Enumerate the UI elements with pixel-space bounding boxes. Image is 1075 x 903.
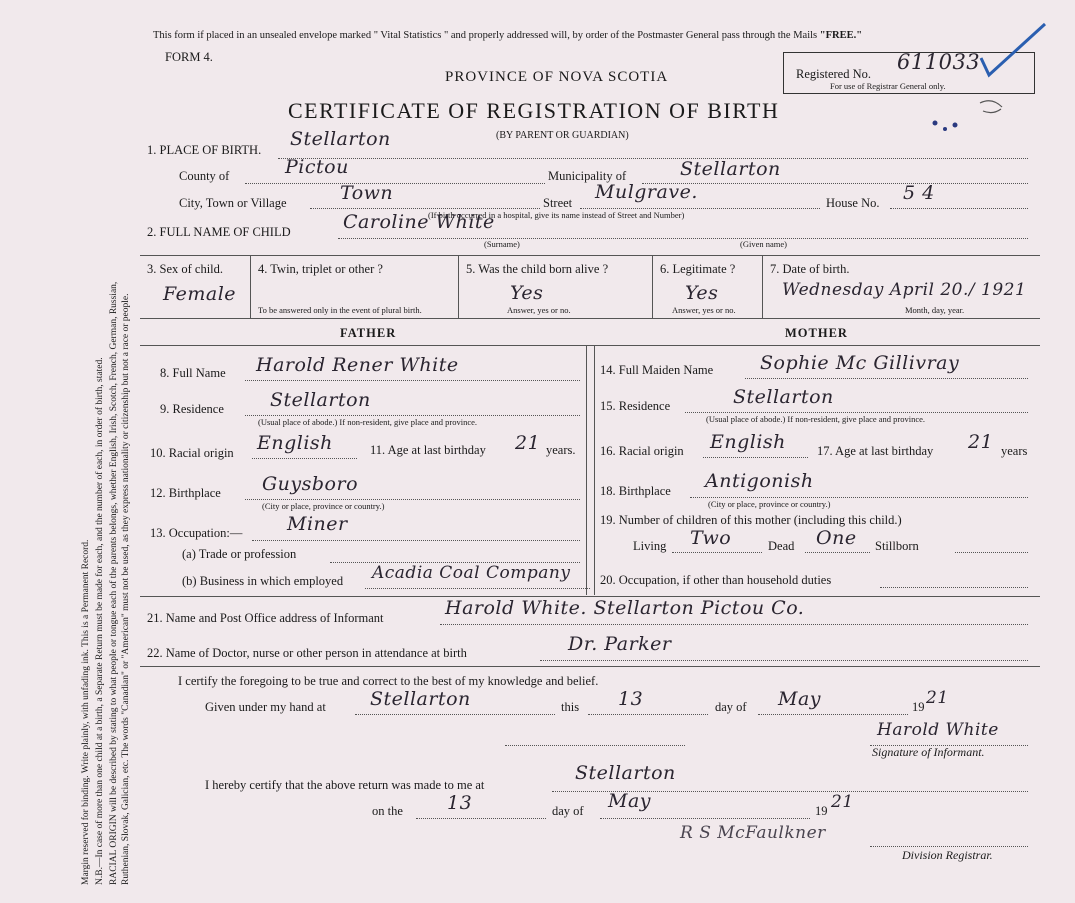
father-birthplace-value: Guysboro bbox=[262, 473, 359, 495]
children-count-label: 19. Number of children of this mother (including this child.) bbox=[600, 513, 902, 527]
father-birthplace-label: 12. Birthplace bbox=[150, 486, 221, 500]
signature-of-informant-label: Signature of Informant. bbox=[872, 745, 985, 759]
father-name-value: Harold Rener White bbox=[256, 354, 459, 376]
free-notice-text: This form if placed in an unsealed envelope marked " Vital Statistics " and properly addressed will, by order of the Postmaster General pass through the Mails bbox=[153, 30, 818, 41]
mother-race-value: English bbox=[710, 431, 786, 453]
city-label: City, Town or Village bbox=[179, 196, 287, 210]
father-residence-label: 9. Residence bbox=[160, 402, 224, 416]
mother-heading: MOTHER bbox=[785, 326, 848, 340]
living-value: Two bbox=[690, 527, 732, 549]
county-label: County of bbox=[179, 169, 230, 183]
side-note-3: RACIAL ORIGIN will be described by stating to what people or tongue each of the parents belongs, whether English, Irish, Scotch, French, German, Russian, bbox=[109, 281, 119, 885]
father-age-label: 11. Age at last birthday bbox=[370, 443, 486, 457]
sex-label: 3. Sex of child. bbox=[147, 262, 224, 276]
informant-label: 21. Name and Post Office address of Informant bbox=[147, 611, 384, 625]
given-day-value: 13 bbox=[618, 688, 644, 710]
father-heading: FATHER bbox=[340, 326, 397, 340]
registrar-statement: I hereby certify that the above return was made to me at bbox=[205, 778, 485, 792]
legitimate-value: Yes bbox=[685, 282, 719, 304]
alive-value: Yes bbox=[510, 282, 544, 304]
mother-name-label: 14. Full Maiden Name bbox=[600, 363, 714, 377]
free-mail-notice bbox=[153, 30, 862, 41]
street-value: Mulgrave. bbox=[595, 181, 698, 203]
mother-birthplace-label: 18. Birthplace bbox=[600, 484, 671, 498]
business-label: (b) Business in which employed bbox=[182, 574, 344, 588]
side-note-2: N.B.—In case of more than one child at a birth, a Separate Return must be made for each, and the number of each, in order of birth, stated. bbox=[95, 357, 105, 885]
page-subtitle: (BY PARENT OR GUARDIAN) bbox=[496, 130, 629, 141]
house-value: 5 4 bbox=[903, 182, 935, 204]
certify-statement: I certify the foregoing to be true and correct to the best of my knowledge and belief. bbox=[178, 674, 599, 688]
mother-residence-label: 15. Residence bbox=[600, 399, 671, 413]
mother-residence-value: Stellarton bbox=[733, 386, 834, 408]
surname-note: (Surname) bbox=[484, 239, 520, 249]
trade-label: (a) Trade or profession bbox=[182, 547, 297, 561]
doctor-label: 22. Name of Doctor, nurse or other person in attendance at birth bbox=[147, 646, 467, 660]
registrar-month-value: May bbox=[608, 790, 652, 812]
mother-age-value: 21 bbox=[968, 431, 994, 453]
place-of-birth-label: 1. PLACE OF BIRTH. bbox=[147, 143, 262, 157]
stamp-marks-icon bbox=[925, 95, 1010, 140]
check-mark-icon bbox=[975, 20, 1050, 80]
father-years-label: years. bbox=[546, 443, 576, 457]
mother-residence-note: (Usual place of abode.) If non-resident, give place and province. bbox=[706, 414, 926, 424]
registrar-day-of-label: day of bbox=[552, 804, 584, 818]
informant-value: Harold White. Stellarton Pictou Co. bbox=[445, 597, 805, 619]
sex-value: Female bbox=[163, 283, 237, 305]
given-under-label: Given under my hand at bbox=[205, 700, 326, 714]
informant-signature: Harold White bbox=[877, 720, 999, 740]
dead-label: Dead bbox=[768, 539, 795, 553]
given-month-value: May bbox=[778, 688, 822, 710]
registered-label: Registered No. bbox=[796, 67, 871, 81]
father-race-label: 10. Racial origin bbox=[150, 446, 234, 460]
father-name-label: 8. Full Name bbox=[160, 366, 226, 380]
mother-occupation-label: 20. Occupation, if other than household duties bbox=[600, 573, 832, 587]
alive-label: 5. Was the child born alive ? bbox=[466, 262, 609, 276]
side-note-4: Ruthenian, Slovak, Galician, etc. The words "Canadian" or "American" must not be used, as they express nationality or citizenship but not a race or people. bbox=[121, 293, 131, 885]
province-heading: PROVINCE OF NOVA SCOTIA bbox=[445, 69, 669, 85]
mother-birthplace-value: Antigonish bbox=[705, 470, 814, 492]
registered-number: 611033 bbox=[897, 50, 981, 74]
date-note: Month, day, year. bbox=[905, 305, 965, 315]
given-year-prefix: 19 bbox=[912, 700, 925, 714]
dead-value: One bbox=[816, 527, 857, 549]
day-of-label: day of bbox=[715, 700, 747, 714]
mother-years-label: years bbox=[1001, 444, 1028, 458]
this-label: this bbox=[561, 700, 580, 714]
living-label: Living bbox=[633, 539, 667, 553]
registrar-year-prefix: 19 bbox=[815, 804, 828, 818]
father-occupation-value: Miner bbox=[287, 513, 348, 535]
twin-label: 4. Twin, triplet or other ? bbox=[258, 262, 383, 276]
registered-note: For use of Registrar General only. bbox=[830, 81, 946, 91]
business-value: Acadia Coal Company bbox=[372, 563, 571, 583]
twin-note: To be answered only in the event of plural birth. bbox=[258, 305, 422, 315]
father-residence-note: (Usual place of abode.) If non-resident, give place and province. bbox=[258, 417, 478, 427]
city-value: Town bbox=[340, 182, 394, 204]
father-occupation-label: 13. Occupation:— bbox=[150, 526, 243, 540]
legitimate-note: Answer, yes or no. bbox=[672, 305, 736, 315]
house-label: House No. bbox=[826, 196, 880, 210]
stillborn-label: Stillborn bbox=[875, 539, 919, 553]
date-label: 7. Date of birth. bbox=[770, 262, 850, 276]
street-label: Street bbox=[543, 196, 573, 210]
free-word: "FREE." bbox=[819, 30, 863, 41]
county-value: Pictou bbox=[285, 156, 349, 178]
father-age-value: 21 bbox=[515, 432, 541, 454]
form-number: FORM 4. bbox=[165, 50, 213, 64]
alive-note: Answer, yes or no. bbox=[507, 305, 571, 315]
side-note-1: Margin reserved for binding. Write plainly, with unfading ink. This is a Permanent Record. bbox=[81, 539, 91, 885]
legitimate-label: 6. Legitimate ? bbox=[660, 262, 736, 276]
given-name-note: (Given name) bbox=[740, 239, 787, 249]
mother-age-label: 17. Age at last birthday bbox=[817, 444, 934, 458]
child-name-label: 2. FULL NAME OF CHILD bbox=[147, 225, 291, 239]
place-of-birth-value: Stellarton bbox=[290, 128, 391, 150]
father-race-value: English bbox=[257, 432, 333, 454]
registrar-year-suffix: 21 bbox=[831, 792, 854, 812]
date-value: Wednesday April 20./ 1921 bbox=[782, 280, 1027, 300]
registrar-place-value: Stellarton bbox=[575, 762, 676, 784]
given-place-value: Stellarton bbox=[370, 688, 471, 710]
child-name-value: Caroline White bbox=[343, 211, 495, 233]
mother-birthplace-note: (City or place, province or country.) bbox=[708, 499, 831, 509]
hospital-note: (If birth occurred in a hospital, give its name instead of Street and Number) bbox=[428, 210, 685, 220]
registrar-signature: R S McFaulkner bbox=[680, 823, 826, 843]
father-birthplace-note: (City or place, province or country.) bbox=[262, 501, 385, 511]
on-the-label: on the bbox=[372, 804, 403, 818]
division-registrar-label: Division Registrar. bbox=[902, 848, 993, 862]
registrar-day-value: 13 bbox=[447, 792, 473, 814]
given-year-suffix: 21 bbox=[926, 688, 949, 708]
municipality-label: Municipality of bbox=[548, 169, 627, 183]
municipality-value: Stellarton bbox=[680, 158, 781, 180]
father-residence-value: Stellarton bbox=[270, 389, 371, 411]
mother-race-label: 16. Racial origin bbox=[600, 444, 684, 458]
page-title: CERTIFICATE OF REGISTRATION OF BIRTH bbox=[288, 98, 780, 123]
mother-name-value: Sophie Mc Gillivray bbox=[760, 352, 960, 374]
doctor-value: Dr. Parker bbox=[568, 633, 672, 655]
